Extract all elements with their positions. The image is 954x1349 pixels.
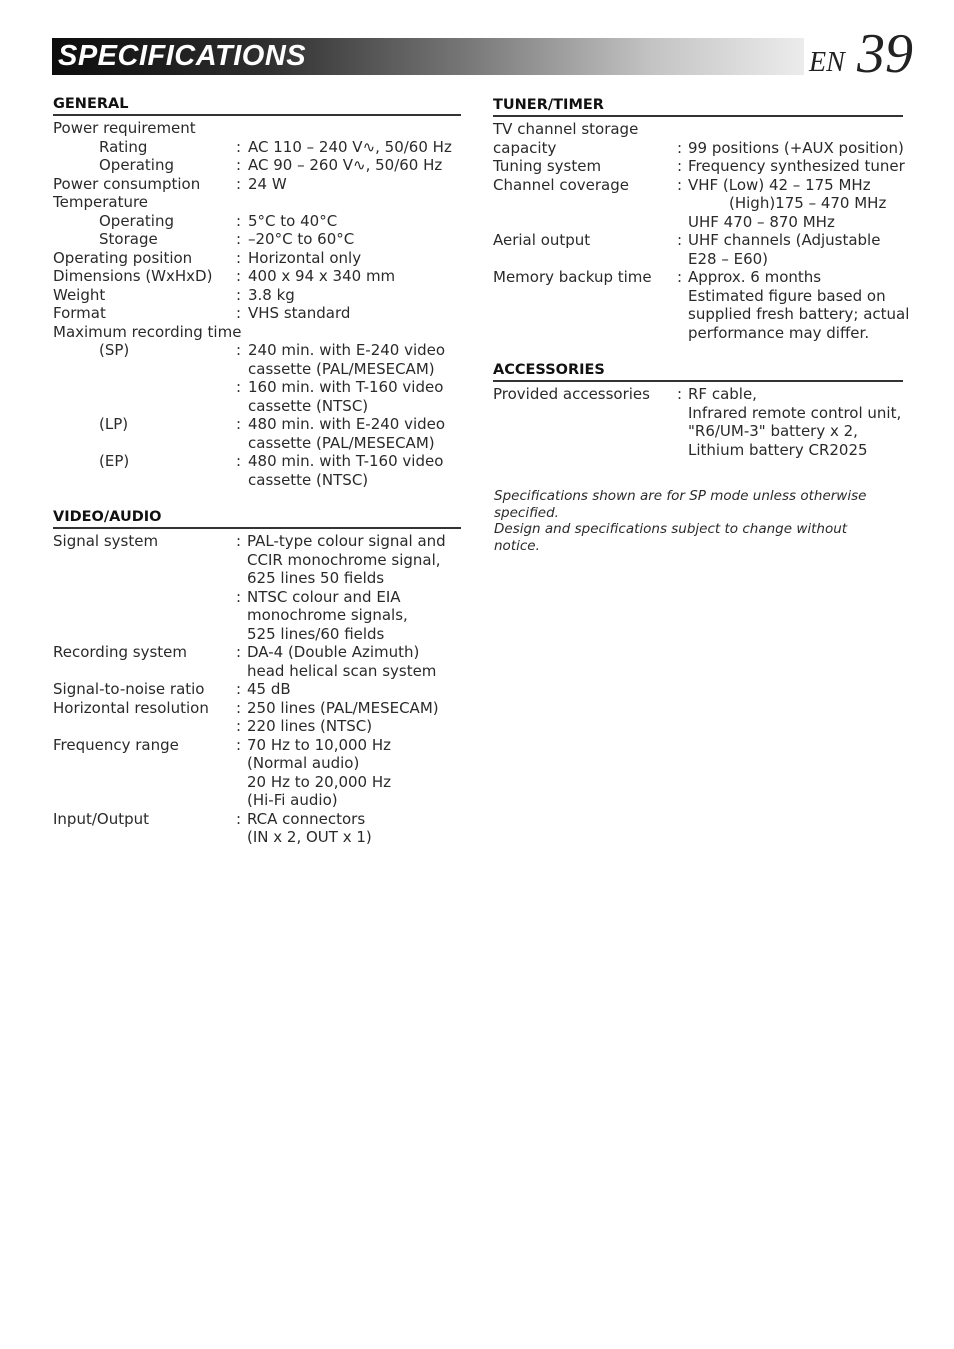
footnote — [494, 488, 894, 554]
separator-colon: : — [677, 175, 683, 194]
spec-label: TV channel storage — [493, 120, 639, 138]
spec-label: Operating — [99, 156, 174, 174]
spec-label: Aerial output — [493, 231, 591, 249]
footnote-line: Design and specifications subject to change without notice. — [494, 521, 848, 554]
spec-value: 70 Hz to 10,000 Hz — [247, 735, 392, 754]
separator-colon: : — [236, 174, 242, 193]
spec-row — [53, 810, 461, 847]
spec-row — [53, 212, 461, 231]
spec-value: 45 dB — [247, 680, 291, 698]
spec-row — [493, 231, 903, 268]
spec-value: UHF 470 – 870 MHz — [688, 212, 835, 231]
spec-label: Operating position — [53, 248, 193, 267]
spec-value: Horizontal only — [248, 248, 362, 267]
spec-row — [53, 267, 461, 286]
spec-row — [493, 120, 903, 139]
spec-value: head helical scan system — [247, 661, 437, 680]
spec-label: Recording system — [53, 643, 188, 661]
spec-value: monochrome signals, — [247, 606, 408, 624]
spec-row — [53, 138, 461, 157]
spec-value: (IN x 2, OUT x 1) — [247, 828, 372, 846]
spec-table — [493, 120, 910, 342]
spec-value: PAL-type colour signal and — [247, 532, 446, 550]
spec-row — [53, 588, 461, 644]
separator-colon: : — [236, 230, 242, 248]
spec-value: E28 – E60) — [688, 249, 769, 268]
spec-value: AC 110 – 240 V∿, 50/60 Hz — [248, 137, 452, 156]
separator-colon: : — [236, 211, 242, 230]
spec-value: DA-4 (Double Azimuth) — [247, 643, 420, 661]
spec-value: 5°C to 40°C — [248, 211, 338, 230]
spec-row — [493, 268, 910, 342]
spec-label: (EP) — [99, 452, 130, 470]
spec-value: (High)175 – 470 MHz — [729, 194, 887, 212]
spec-label: Power consumption — [53, 174, 201, 193]
spec-label: Power requirement — [53, 119, 196, 137]
spec-value: Approx. 6 months — [688, 268, 822, 286]
footnote-line: Specifications shown are for SP mode unless otherwise specified. — [494, 488, 867, 521]
spec-value: 480 min. with T-160 video — [248, 452, 444, 470]
separator-colon: : — [236, 285, 242, 304]
spec-value: Estimated figure based on — [688, 286, 886, 305]
spec-value: 220 lines (NTSC) — [247, 717, 373, 735]
spec-label: Storage — [99, 230, 158, 248]
spec-value: CCIR monochrome signal, — [247, 550, 441, 569]
spec-label: Weight — [53, 285, 106, 304]
separator-colon: : — [236, 532, 242, 550]
spec-value: UHF channels (Adjustable — [688, 231, 881, 249]
spec-row — [53, 119, 461, 138]
spec-value: "R6/UM-3" battery x 2, — [688, 422, 858, 440]
separator-colon: : — [236, 587, 242, 606]
spec-value: Infrared remote control unit, — [688, 403, 902, 422]
spec-label: Horizontal resolution — [53, 698, 209, 717]
spec-row — [53, 175, 461, 194]
spec-row — [53, 323, 461, 342]
video-audio-section — [53, 508, 461, 847]
general-section — [53, 95, 461, 489]
page-number: 39 — [857, 23, 913, 85]
spec-row — [493, 213, 903, 232]
separator-colon: : — [236, 698, 242, 717]
spec-row — [53, 532, 461, 588]
spec-label: Temperature — [53, 193, 149, 211]
spec-value: 99 positions (+AUX position) — [688, 138, 904, 157]
spec-label: Operating — [99, 211, 174, 230]
spec-label: Input/Output — [53, 809, 149, 828]
section-heading: GENERAL — [53, 95, 461, 116]
spec-value: 525 lines/60 fields — [247, 624, 385, 643]
section-heading: ACCESSORIES — [493, 361, 903, 382]
separator-colon: : — [236, 643, 242, 661]
separator-colon: : — [236, 735, 242, 754]
spec-value: VHF (Low) 42 – 175 MHz — [688, 175, 871, 194]
spec-label: capacity — [493, 138, 557, 157]
spec-table — [53, 119, 461, 489]
spec-row — [53, 304, 461, 323]
spec-value: cassette (PAL/MESECAM) — [248, 359, 435, 378]
separator-colon: : — [677, 385, 683, 403]
separator-colon: : — [677, 157, 683, 175]
spec-value: cassette (PAL/MESECAM) — [248, 433, 435, 452]
separator-colon: : — [677, 138, 683, 157]
spec-label: Signal-to-noise ratio — [53, 680, 205, 698]
page-title: SPECIFICATIONS — [58, 40, 307, 72]
spec-value: NTSC colour and EIA — [247, 587, 401, 606]
spec-row — [53, 680, 461, 699]
separator-colon: : — [236, 415, 242, 433]
spec-value: 480 min. with E-240 video — [248, 415, 446, 433]
spec-label: Signal system — [53, 532, 159, 550]
spec-value: RF cable, — [688, 385, 757, 403]
separator-colon: : — [236, 680, 242, 698]
spec-row — [53, 230, 461, 249]
spec-row — [53, 415, 461, 452]
spec-table — [53, 532, 461, 847]
separator-colon: : — [677, 231, 683, 249]
spec-label: Rating — [99, 137, 148, 156]
spec-value: 240 min. with E-240 video — [248, 341, 446, 359]
spec-label: (LP) — [99, 415, 129, 433]
spec-label: Dimensions (WxHxD) — [53, 267, 213, 285]
spec-row — [493, 157, 903, 176]
spec-row — [493, 194, 903, 213]
spec-value: 250 lines (PAL/MESECAM) — [247, 698, 439, 717]
spec-value: 24 W — [248, 174, 287, 193]
spec-label: Format — [53, 304, 106, 322]
separator-colon: : — [677, 268, 683, 286]
spec-value: 20 Hz to 20,000 Hz — [247, 772, 392, 791]
separator-colon: : — [236, 137, 242, 156]
spec-row — [53, 643, 461, 680]
spec-row — [493, 139, 903, 158]
spec-label: Provided accessories — [493, 385, 650, 403]
spec-row — [493, 176, 903, 195]
spec-label: Memory backup time — [493, 268, 652, 286]
spec-value: 400 x 94 x 340 mm — [248, 267, 396, 285]
spec-label: Tuning system — [493, 157, 602, 175]
separator-colon: : — [236, 248, 242, 267]
spec-row — [493, 385, 903, 459]
spec-value: –20°C to 60°C — [248, 230, 355, 248]
separator-colon: : — [236, 452, 242, 470]
spec-value: RCA connectors — [247, 809, 366, 828]
separator-colon: : — [236, 267, 242, 285]
spec-value: Frequency synthesized tuner — [688, 157, 905, 175]
spec-label: Maximum recording time — [53, 322, 242, 341]
language-label: EN — [809, 47, 845, 78]
separator-colon: : — [236, 378, 242, 396]
separator-colon: : — [236, 156, 242, 174]
separator-colon: : — [236, 304, 242, 322]
separator-colon: : — [236, 717, 242, 735]
section-heading: TUNER/TIMER — [493, 96, 903, 117]
section-heading: VIDEO/AUDIO — [53, 508, 461, 529]
spec-row — [53, 699, 461, 718]
spec-value: cassette (NTSC) — [248, 396, 369, 415]
spec-value: cassette (NTSC) — [248, 470, 369, 489]
spec-value: supplied fresh battery; actual — [688, 305, 910, 323]
spec-row — [53, 452, 461, 489]
separator-colon: : — [236, 341, 242, 359]
spec-row — [53, 736, 461, 810]
spec-value: 160 min. with T-160 video — [248, 378, 444, 396]
tuner-timer-section — [493, 96, 910, 342]
spec-value: VHS standard — [248, 304, 351, 322]
separator-colon: : — [236, 809, 242, 828]
spec-label: Frequency range — [53, 735, 179, 754]
spec-value: 625 lines 50 fields — [247, 569, 385, 587]
spec-row — [53, 249, 461, 268]
spec-table — [493, 385, 903, 459]
spec-row — [53, 378, 461, 415]
spec-row — [53, 286, 461, 305]
spec-label: (SP) — [99, 341, 130, 359]
spec-row — [53, 341, 461, 378]
spec-value: performance may differ. — [688, 323, 870, 342]
accessories-section — [493, 361, 903, 459]
spec-value: AC 90 – 260 V∿, 50/60 Hz — [248, 156, 443, 174]
spec-label: Channel coverage — [493, 175, 629, 194]
spec-value: 3.8 kg — [248, 285, 295, 304]
spec-value: (Normal audio) — [247, 754, 360, 772]
spec-value: (Hi-Fi audio) — [247, 791, 338, 809]
spec-row — [53, 193, 461, 212]
spec-value: Lithium battery CR2025 — [688, 440, 868, 459]
spec-row — [53, 156, 461, 175]
spec-row — [53, 717, 461, 736]
